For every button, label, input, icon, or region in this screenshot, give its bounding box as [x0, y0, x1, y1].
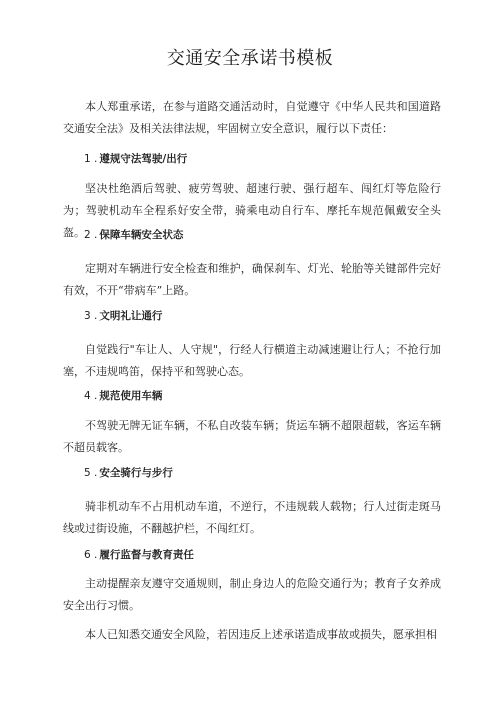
section-body-2: 定期对车辆进行安全检查和维护，确保刹车、灯光、轮胎等关键部件完好有效，不开“带病车”上路。 [63, 262, 441, 297]
section-heading-4 [84, 388, 162, 403]
document-title: 交通安全承诺书模板 [166, 48, 334, 69]
section-title: 履行监督与教育责任 [99, 549, 194, 561]
section-title: 文明礼让通行 [99, 310, 163, 322]
section-body-5: 骑非机动车不占用机动车道，不逆行，不违规载人载物；行人过街走斑马线或过街设施，不翻越护栏，不闯红灯。 [63, 500, 441, 535]
section-number: 2 . [84, 229, 98, 241]
section-heading-5 [84, 465, 173, 480]
section-number: 4 . [84, 390, 98, 402]
section-title: 遵规守法驾驶/出行 [99, 153, 188, 165]
section-heading-3 [84, 308, 162, 323]
section-body-1: 坚决杜绝酒后驾驶、疲劳驾驶、超速行驶、强行超车、闯红灯等危险行为；驾驶机动车全程系好安全带，骑乘电动自行车、摩托车规范佩戴安全头盔。 [63, 182, 441, 239]
section-heading-2 [84, 227, 183, 242]
section-number: 6 . [84, 549, 98, 561]
section-number: 5 . [84, 467, 98, 479]
section-number: 1 . [84, 153, 98, 165]
closing-paragraph: 本人已知悉交通安全风险，若因违反上述承诺造成事故或损失，愿承担相 [85, 628, 437, 641]
section-title: 保障车辆安全状态 [99, 229, 184, 241]
section-heading-6 [84, 547, 194, 562]
intro-paragraph: 本人郑重承诺，在参与道路交通活动时，自觉遵守《中华人民共和国道路交通安全法》及相关法律法规，牢固树立安全意识，履行以下责任： [63, 100, 441, 135]
section-number: 3 . [84, 310, 98, 322]
section-heading-1 [84, 151, 187, 166]
section-body-6: 主动提醒亲友遵守交通规则，制止身边人的危险交通行为；教育子女养成安全出行习惯。 [63, 577, 441, 612]
section-body-4: 不驾驶无牌无证车辆，不私自改装车辆；货运车辆不超限超载，客运车辆不超员载客。 [63, 419, 441, 454]
section-title: 规范使用车辆 [99, 390, 163, 402]
section-title: 安全骑行与步行 [99, 467, 173, 479]
section-body-3: 自觉践行"车让人、人守规"，行经人行横道主动减速避让行人；不抢行加塞，不违规鸣笛，保持平和驾驶心态。 [63, 343, 441, 378]
